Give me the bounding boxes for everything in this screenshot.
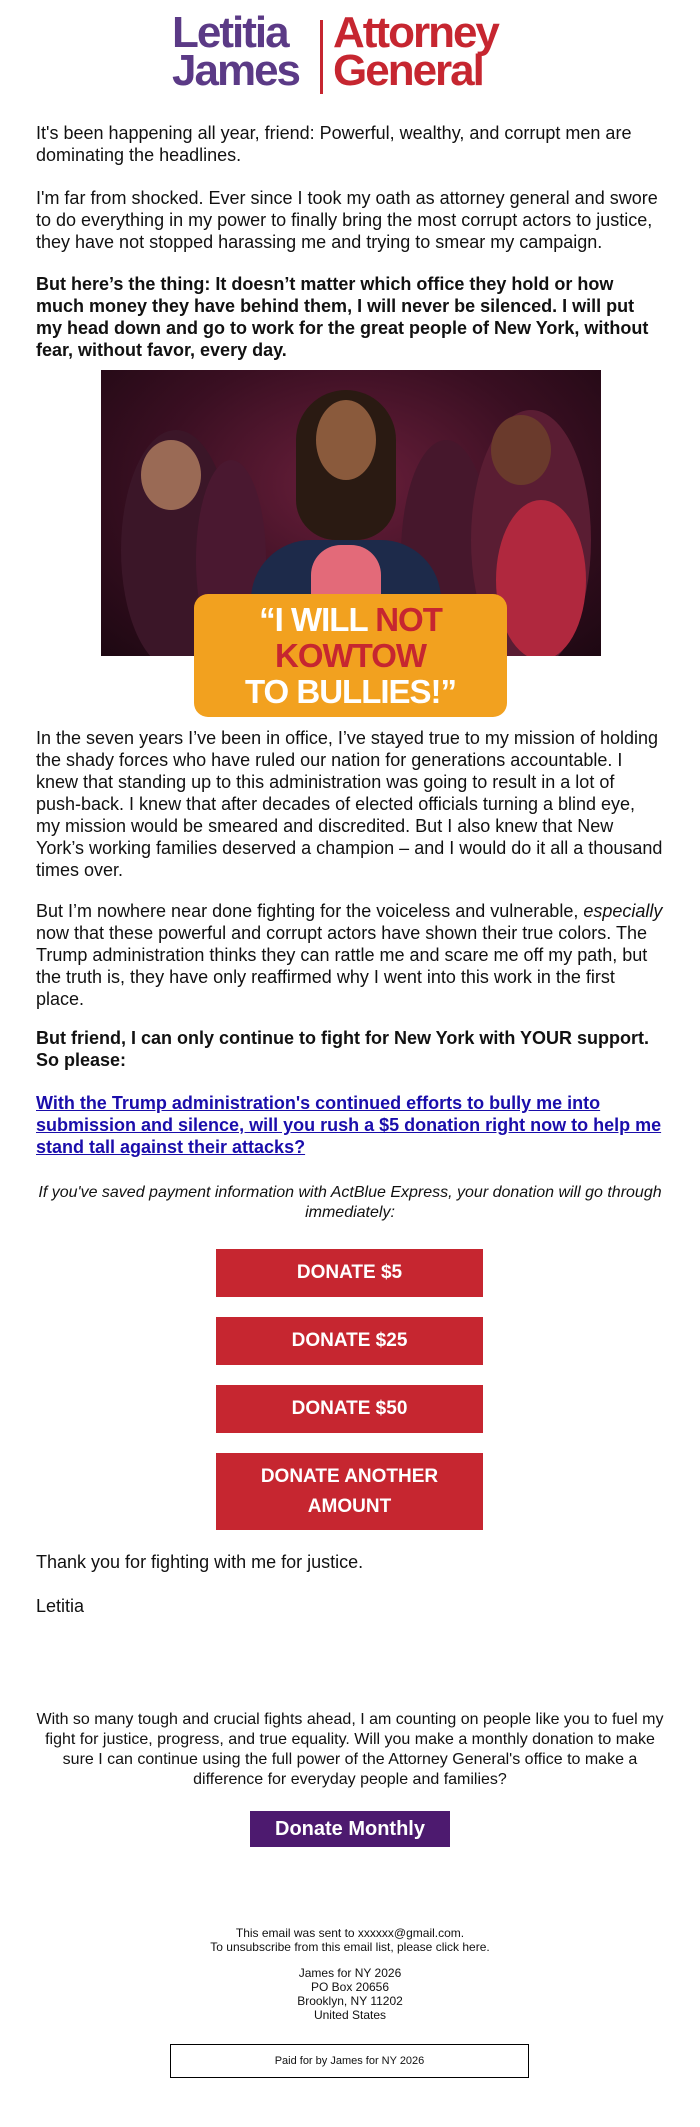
signature: Letitia: [36, 1596, 85, 1616]
donation-link[interactable]: With the Trump administration's continued efforts to bully me into submission and silence, will you rush a $5 donation right now to help me stand tall against their attacks?: [36, 1093, 662, 1157]
donate-25-button[interactable]: DONATE $25: [216, 1317, 483, 1365]
sent-to-text: This email was sent to xxxxxx@gmail.com.: [235, 1926, 465, 1940]
hero-image: [101, 370, 601, 717]
banner-line-2: KOWTOW: [274, 637, 427, 674]
donation-link-paragraph: [36, 1092, 664, 1158]
logo-last-name: James: [172, 46, 300, 95]
donate-50-button[interactable]: DONATE $50: [216, 1385, 483, 1433]
address-line-2: PO Box 20656: [310, 1980, 390, 1994]
quote-banner: [194, 594, 507, 717]
logo-title-line1: Attorney: [333, 8, 498, 57]
paragraph-seven-years: In the seven years I’ve been in office, I’ve stayed true to my mission of holding the shady forces who have ruled our nation for generations accountable. I knew that standing up to this administration was going to result in a lot of push-back. I knew that after decades of elected officials turning a blind eye, my mission would be smeared and discredited. But I also knew that New York’s working families deserved a champion – and I would do it all a thousand times over.: [36, 728, 663, 880]
banner-line-3: TO BULLIES!”: [244, 673, 457, 710]
logo-first-name: Letitia: [172, 8, 288, 57]
actblue-express-note: If you've saved payment information with ActBlue Express, your donation will go through immediately:: [38, 1184, 662, 1221]
donate-5-button[interactable]: DONATE $5: [216, 1249, 483, 1297]
donate-monthly-button[interactable]: Donate Monthly: [250, 1811, 450, 1847]
paragraph-support: But friend, I can only continue to fight for New York with YOUR support. So please:: [36, 1028, 650, 1070]
logo-title-line2: General: [333, 46, 483, 95]
logo-divider: [320, 20, 323, 94]
address-line-3: Brooklyn, NY 11202: [297, 1994, 403, 2008]
address-line-1: James for NY 2026: [298, 1966, 402, 1980]
paragraph-shocked: I'm far from shocked. Ever since I took my oath as attorney general and swore to do everything in my power to finally bring the most corrupt actors to justice, they have not stopped harassing me and trying to smear my campaign.: [36, 188, 658, 252]
banner-line-1: “I WILL NOT: [259, 601, 442, 638]
paragraph-nowhere-near-done: But I’m nowhere near done fighting for the voiceless and vulnerable, especially now that these powerful and corrupt actors have shown their true colors. The Trump administration thinks they can rattle me and scare me off my path, but the truth is, they have only reaffirmed why I went into this work in the first place.: [36, 901, 663, 1009]
donate-another-amount-button[interactable]: DONATE ANOTHER AMOUNT: [216, 1453, 483, 1530]
campaign-logo: [0, 8, 700, 96]
thank-you-text: Thank you for fighting with me for justice.: [36, 1552, 364, 1572]
monthly-appeal-text: With so many tough and crucial fights ahead, I am counting on people like you to fuel my fight for justice, progress, and true equality. Will you make a monthly donation to make sure I can continue using the full power of the Attorney General's office to make a difference for everyday people and families?: [36, 1711, 664, 1788]
paragraph-never-silenced: But here’s the thing: It doesn’t matter which office they hold or how much money they have behind them, I will never be silenced. I will put my head down and go to work for the great people of New York, without fear, without favor, every day.: [36, 274, 649, 360]
unsubscribe-link[interactable]: To unsubscribe from this email list, please click here.: [210, 1940, 490, 1954]
address-line-4: United States: [313, 2008, 387, 2022]
intro-paragraph: It's been happening all year, friend: Powerful, wealthy, and corrupt men are dominating the headlines.: [36, 123, 632, 165]
paid-for-disclaimer: Paid for by James for NY 2026: [170, 2044, 529, 2078]
logo-title: [333, 8, 533, 95]
logo-name: [172, 8, 313, 95]
